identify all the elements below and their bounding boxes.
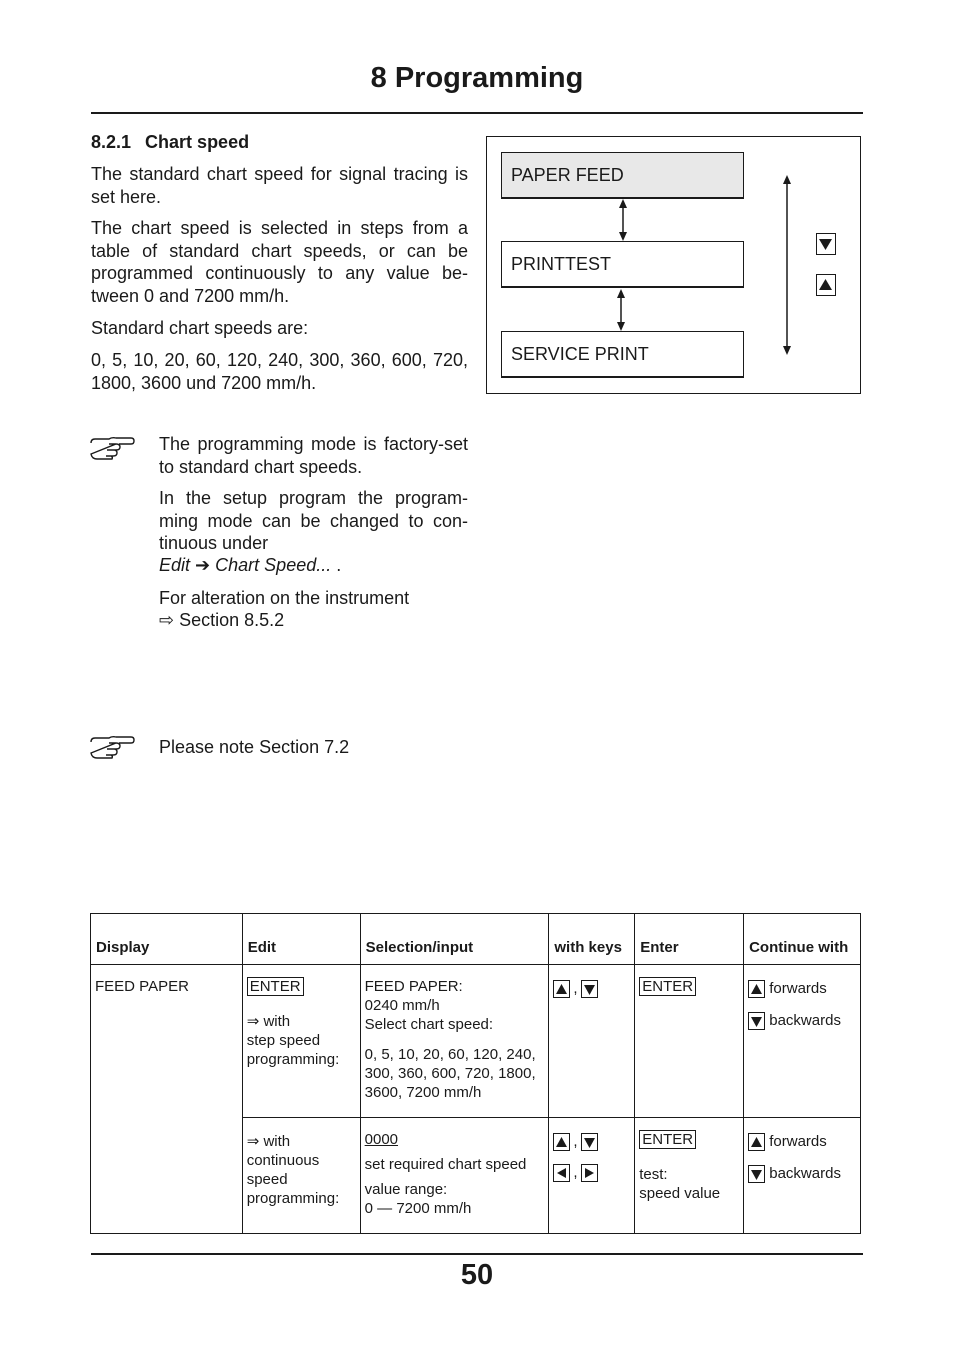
selection-cell xyxy=(360,965,549,1118)
note-section-7-2: Please note Section 7.2 xyxy=(159,737,350,757)
paragraph-standard-values: 0, 5, 10, 20, 60, 120, 240, 300, 360, 600, 720, 1800, 3600 und 7200 mm/h. xyxy=(91,350,468,393)
edit-step-text: step speed programming: xyxy=(246,1032,340,1068)
header-rule xyxy=(91,112,863,114)
pointing-hand-icon xyxy=(89,435,135,461)
note-section-ref[interactable] xyxy=(159,609,468,632)
keys-cell: , , xyxy=(549,1118,635,1234)
right-key-icon[interactable] xyxy=(581,1164,598,1182)
selection-range-label: value range: xyxy=(364,1181,448,1198)
section-heading xyxy=(91,132,249,153)
arrow-right-icon: ➔ xyxy=(195,555,211,575)
header-continue: Continue with xyxy=(744,914,861,965)
left-key-icon[interactable] xyxy=(553,1164,570,1182)
selection-instruction: set required chart speed xyxy=(364,1156,527,1173)
header-edit: Edit xyxy=(242,914,360,965)
up-key-icon[interactable] xyxy=(748,1133,765,1151)
up-key-icon[interactable] xyxy=(748,980,765,998)
continue-cell xyxy=(744,965,861,1118)
enter-test-label: test: xyxy=(639,1166,668,1183)
selection-values: 0, 5, 10, 20, 60, 120, 240, 300, 360, 600, 720, 1800, 3600, 7200 mm/h xyxy=(364,1046,536,1101)
backwards-label: backwards xyxy=(769,1012,841,1030)
double-arrow-icon xyxy=(617,289,625,331)
keys-cell: , xyxy=(549,965,635,1118)
selection-display-value: 0240 mm/h xyxy=(364,997,440,1014)
paragraph-selection: The chart speed is selected in steps from a table of standard chart speeds, or can be programmed continuously to any value be-tween 0 and 7200 mm/h. xyxy=(91,218,468,306)
continue-cell xyxy=(744,1118,861,1234)
display-cell xyxy=(91,965,243,1234)
menu-path-edit: Edit xyxy=(159,555,191,575)
down-key-icon[interactable] xyxy=(748,1165,765,1183)
header-display: Display xyxy=(91,914,243,965)
enter-key-label[interactable]: ENTER xyxy=(639,1130,696,1149)
enter-test-value: speed value xyxy=(639,1185,721,1202)
menu-item-printtest[interactable]: PRINTTEST xyxy=(501,241,744,288)
chapter-title: 8 Programming xyxy=(370,62,584,94)
footer-rule xyxy=(91,1253,863,1255)
enter-cell xyxy=(635,965,744,1118)
edit-arrow: ⇒ with xyxy=(246,1013,291,1030)
down-key-icon[interactable] xyxy=(581,980,598,998)
selection-input-value[interactable]: 0000 xyxy=(364,1131,399,1148)
enter-cell xyxy=(635,1118,744,1234)
menu-path-end: . xyxy=(336,555,342,575)
section-title: Chart speed xyxy=(145,132,250,152)
double-arrow-icon xyxy=(619,199,627,241)
header-enter: Enter xyxy=(635,914,744,965)
menu-item-service-print[interactable]: SERVICE PRINT xyxy=(501,331,744,378)
vertical-range-arrow-icon xyxy=(783,175,791,355)
backwards-label: backwards xyxy=(769,1165,841,1183)
up-key-icon[interactable] xyxy=(553,980,570,998)
up-key-icon[interactable] xyxy=(553,1133,570,1151)
edit-cell xyxy=(242,1118,360,1234)
page-number: 50 xyxy=(460,1259,494,1291)
menu-item-paper-feed[interactable]: PAPER FEED xyxy=(501,152,744,199)
table-row xyxy=(91,965,861,1118)
header-keys: with keys xyxy=(549,914,635,965)
menu-arrows xyxy=(486,136,861,394)
enter-key-label[interactable]: ENTER xyxy=(639,977,696,996)
note-menu-path xyxy=(159,554,468,577)
enter-key-label[interactable]: ENTER xyxy=(247,977,304,996)
reference-arrow-icon: ⇨ xyxy=(159,610,175,630)
selection-display-label: FEED PAPER: xyxy=(364,978,463,995)
pointing-hand-icon xyxy=(89,734,135,760)
note-setup-program: In the setup program the program-ming mode can be changed to con-tinuous under xyxy=(159,488,468,553)
note-alteration: For alteration on the instrument xyxy=(159,588,410,608)
paragraph-standard-label: Standard chart speeds are: xyxy=(91,318,309,338)
forwards-label: forwards xyxy=(769,1133,827,1150)
forwards-label: forwards xyxy=(769,980,827,997)
up-key-icon[interactable] xyxy=(816,274,836,296)
selection-cell xyxy=(360,1118,549,1234)
programming-table xyxy=(90,913,861,1234)
paragraph-intro: The standard chart speed for signal tracing is set here. xyxy=(91,164,468,207)
down-key-icon[interactable] xyxy=(748,1012,765,1030)
edit-arrow: ⇒ with xyxy=(246,1133,291,1150)
down-key-icon[interactable] xyxy=(581,1133,598,1151)
selection-instruction: Select chart speed: xyxy=(364,1016,494,1033)
header-selection: Selection/input xyxy=(360,914,549,965)
edit-cell xyxy=(242,965,360,1118)
edit-continuous-text: continuous speed programming: xyxy=(246,1152,340,1207)
section-number: 8.2.1 xyxy=(91,132,132,152)
display-value: FEED PAPER xyxy=(95,978,189,995)
section-ref-text: Section 8.5.2 xyxy=(179,610,285,630)
down-key-icon[interactable] xyxy=(816,233,836,255)
note-factory-default: The programming mode is factory-set to standard chart speeds. xyxy=(159,434,468,477)
selection-range-value: 0 — 7200 mm/h xyxy=(364,1200,472,1217)
menu-path-chart-speed: Chart Speed... xyxy=(215,555,332,575)
